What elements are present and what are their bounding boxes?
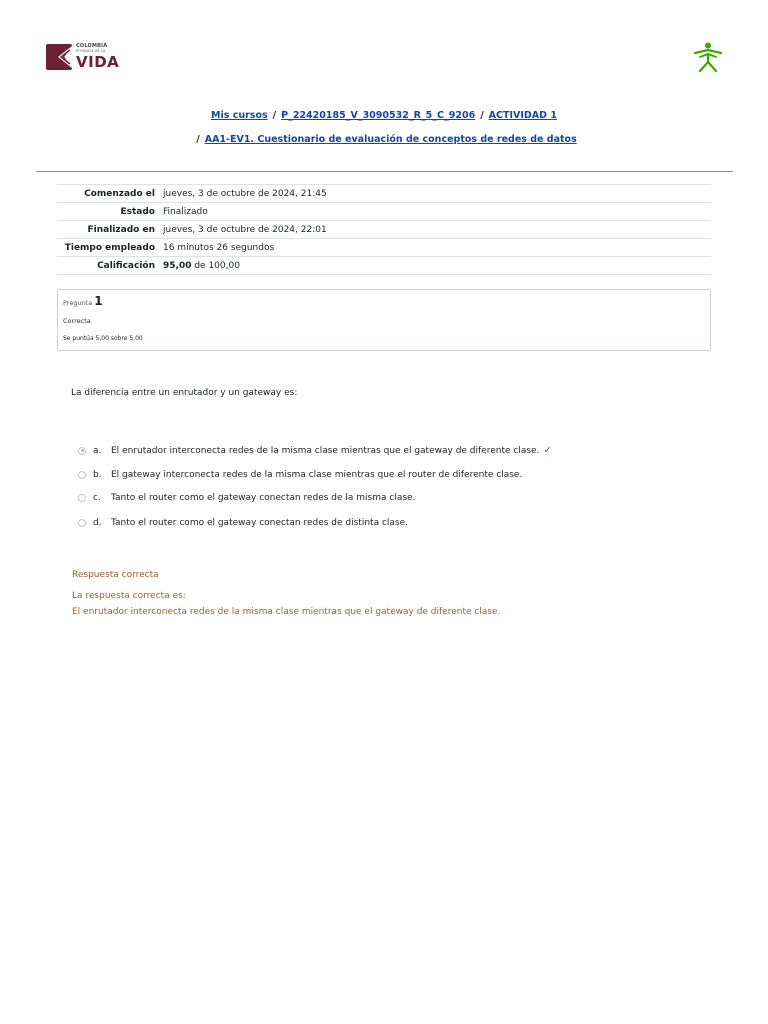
table-row — [57, 203, 711, 221]
answer-option-a[interactable] — [78, 445, 552, 456]
question-grade: Se puntúa 5,00 sobre 5,00 — [63, 335, 143, 342]
breadcrumb-actividad[interactable]: ACTIVIDAD 1 — [488, 110, 557, 121]
table-row — [57, 185, 711, 203]
question-info-box — [57, 289, 711, 351]
table-row — [57, 221, 711, 239]
summary-value: jueves, 3 de octubre de 2024, 21:45 — [159, 185, 711, 203]
breadcrumb-course[interactable]: P_22420185_V_3090532_R_5_C_9206 — [281, 110, 476, 121]
answer-letter: d. — [93, 518, 102, 528]
summary-label: Calificación — [57, 257, 159, 275]
answer-radio[interactable] — [78, 494, 86, 502]
answer-letter: c. — [93, 493, 101, 503]
attempt-summary-table — [57, 184, 711, 275]
question-number-value: 1 — [94, 294, 103, 308]
sena-logo-icon — [691, 42, 725, 72]
summary-value: 16 minutos 26 segundos — [159, 239, 711, 257]
question-text: La diferencia entre un enrutador y un gateway es: — [71, 388, 298, 398]
answer-text: Tanto el router como el gateway conectan redes de distinta clase. — [111, 518, 408, 528]
summary-label: Comenzado el — [57, 185, 159, 203]
answer-option-b[interactable] — [78, 470, 522, 480]
summary-label: Finalizado en — [57, 221, 159, 239]
feedback-result: Respuesta correcta — [72, 570, 159, 580]
logo-line-potencia: POTENCIA DE LA — [76, 49, 106, 54]
answer-text: El gateway interconecta redes de la misma clase mientras que el router de diferente clase. — [111, 470, 523, 480]
answer-radio[interactable] — [78, 447, 86, 455]
colombia-logo — [46, 43, 119, 71]
answer-text: Tanto el router como el gateway conectan redes de la misma clase. — [111, 493, 416, 503]
breadcrumb-quiz[interactable]: AA1-EV1. Cuestionario de evaluación de conceptos de redes de datos — [204, 134, 577, 145]
summary-grade-value — [159, 257, 711, 275]
answer-letter: a. — [93, 445, 102, 456]
grade-score: 95,00 — [163, 260, 192, 271]
answer-option-c[interactable] — [78, 493, 415, 503]
breadcrumb — [0, 110, 768, 121]
grade-max: de 100,00 — [194, 260, 240, 271]
colombia-flag-mark-icon — [46, 44, 72, 70]
summary-value: jueves, 3 de octubre de 2024, 22:01 — [159, 221, 711, 239]
answer-radio[interactable] — [78, 471, 86, 479]
header-divider — [36, 171, 733, 172]
answer-letter: b. — [93, 470, 102, 480]
table-row — [57, 257, 711, 275]
question-prefix: Pregunta — [63, 299, 93, 307]
answer-option-d[interactable] — [78, 518, 408, 528]
breadcrumb-mis-cursos[interactable]: Mis cursos — [211, 110, 268, 121]
summary-label: Tiempo empleado — [57, 239, 159, 257]
answer-text: El enrutador interconecta redes de la misma clase mientras que el gateway de diferente clase. — [111, 445, 540, 456]
breadcrumb-separator: / — [196, 134, 200, 145]
summary-value: Finalizado — [159, 203, 711, 221]
feedback-correct-answer: El enrutador interconecta redes de la misma clase mientras que el gateway de diferente clase. — [72, 607, 501, 617]
answer-radio[interactable] — [78, 519, 86, 527]
correct-check-icon: ✓ — [543, 445, 552, 456]
logo-line-vida: VIDA — [76, 52, 120, 71]
breadcrumb-line-2 — [0, 134, 768, 145]
summary-label: Estado — [57, 203, 159, 221]
breadcrumb-separator: / — [480, 110, 484, 121]
feedback-correct-label: La respuesta correcta es: — [72, 591, 186, 601]
question-state: Correcta — [63, 317, 91, 325]
logo-line-colombia: COLOMBIA — [76, 43, 108, 50]
table-row — [57, 239, 711, 257]
question-number — [63, 294, 103, 308]
breadcrumb-separator: / — [272, 110, 277, 121]
